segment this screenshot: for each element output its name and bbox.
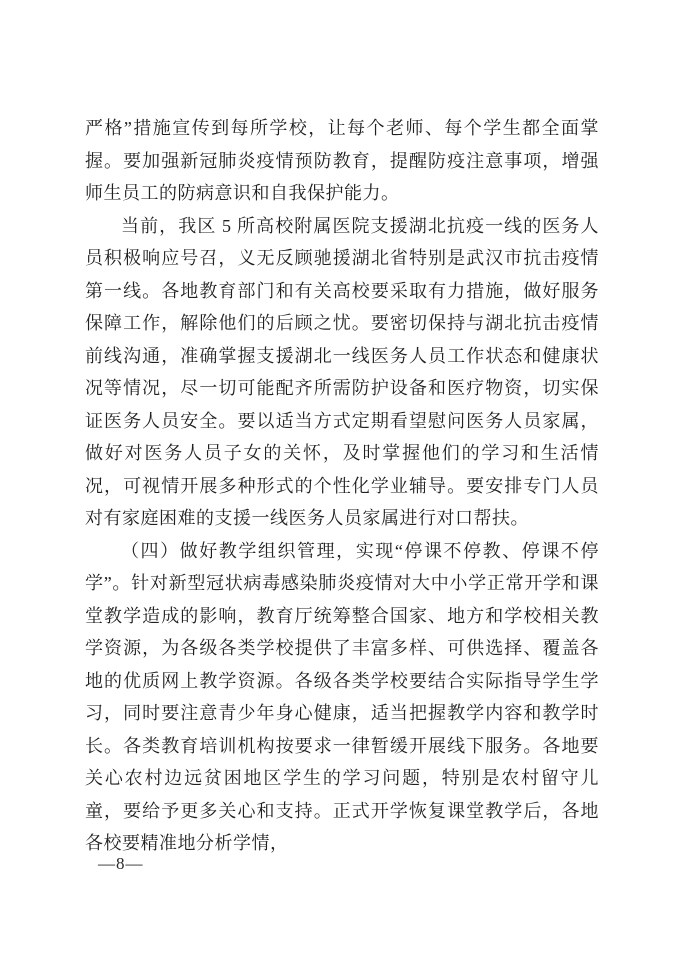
body-paragraph: （四）做好教学组织管理，实现“停课不停教、停课不停学”。针对新型冠状病毒感染肺炎疫情对大中小学正常开学和课堂教学造成的影响，教育厅统筹整合国家、地方和学校相关教学资源，为各级各类学校提供了丰富多样、可供选择、覆盖各地的优质网上教学资源。各级各类学校要结合实际指导学生学习，同时要注意青少年身心健康，适当把握教学内容和教学时长。各类教育培训机构按要求一律暂缓开展线下服务。各地要关心农村边远贫困地区学生的学习问题，特别是农村留守儿童，要给予更多关心和支持。正式开学恢复课堂教学后，各地各校要精准地分析学情， xyxy=(85,540,599,853)
document-body xyxy=(85,112,599,860)
body-paragraph: 严格”措施宣传到每所学校，让每个老师、每个学生都全面掌握。要加强新冠肺炎疫情预防教育，提醒防疫注意事项，增强师生员工的防病意识和自我保护能力。 xyxy=(85,118,599,203)
page-number: —8— xyxy=(98,854,144,873)
body-paragraph: 当前，我区 5 所高校附属医院支援湖北抗疫一线的医务人员积极响应号召，义无反顾驰援湖北省特别是武汉市抗击疫情第一线。各地教育部门和有关高校要采取有力措施，做好服务保障工作，解除他们的后顾之忧。要密切保持与湖北抗击疫情前线沟通，准确掌握支援湖北一线医务人员工作状态和健康状况等情况，尽一切可能配齐所需防护设备和医疗物资，切实保证医务人员安全。要以适当方式定期看望慰问医务人员家属，做好对医务人员子女的关怀，及时掌握他们的学习和生活情况，可视情开展多种形式的个性化学业辅导。要安排专门人员对有家庭困难的支援一线医务人员家属进行对口帮扶。 xyxy=(85,215,599,528)
